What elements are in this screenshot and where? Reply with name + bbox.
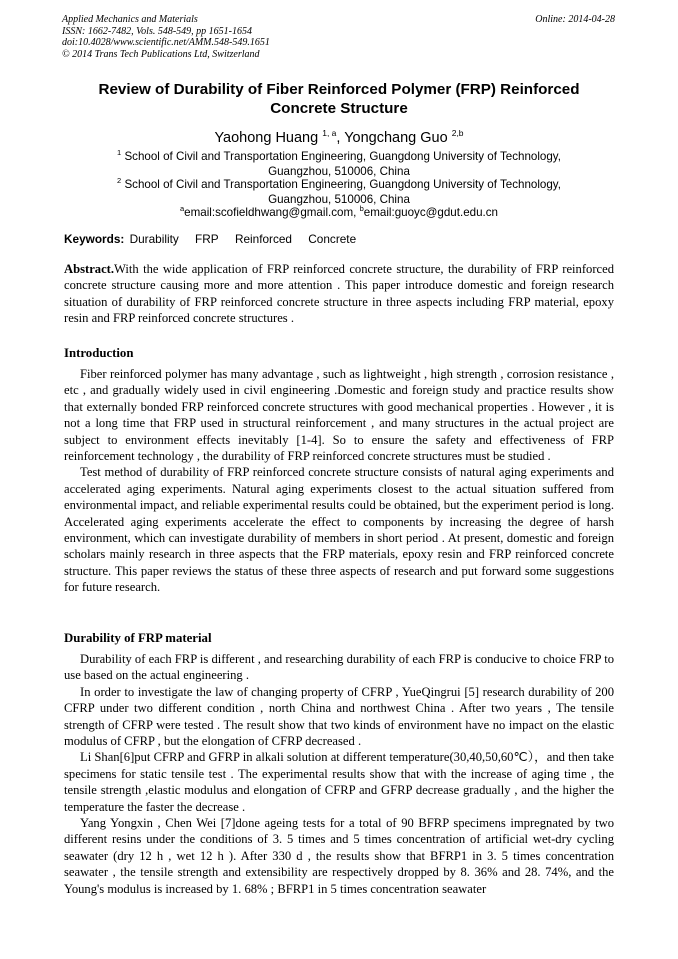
keywords-line <box>64 232 624 247</box>
affiliation-mark: 1 <box>117 148 122 157</box>
paper-title: Review of Durability of Fiber Reinforced Polymer (FRP) Reinforced Concrete Structure <box>98 81 580 117</box>
section-heading-introduction: Introduction <box>64 346 134 360</box>
paragraph: In order to investigate the law of changing property of CFRP , YueQingrui [5] research durability of 200 CFRP under two different condition , north China and northwest China . After two years , The tensile strength of CFRP were tested . The result show that two kinds of environment have no impact on the elastic modulus of CFRP , but the elongation of CFRP decreased . <box>64 684 614 749</box>
affiliation-text: School of Civil and Transportation Engineering, Guangdong University of Technology, <box>124 178 561 191</box>
copyright-line: © 2014 Trans Tech Publications Ltd, Switzerland <box>62 48 260 60</box>
keywords-label: Keywords: <box>64 232 125 246</box>
affiliation-mark: 2 <box>117 176 122 185</box>
paragraph: Fiber reinforced polymer has many advantage , such as lightweight , high strength , corrosion resistance , etc , and gradually widely used in civil engineering .Domestic and foreign study and practice results show that externally bonded FRP reinforced concrete structures with good mechanical properties . However , it is not a long time that FRP used in structural reinforcement , and many structures in the actual project are subject to environment effects inevitably [1-4]. So to ensure the safety and effectiveness of FRP reinforcement technology , the durability of FRP reinforced concrete structures must be studied . <box>64 367 614 464</box>
abstract-text: With the wide application of FRP reinforced concrete structure, the durability of FRP reinforced concrete structure causing more and more attention . This paper introduce domestic and foreign research situation of durability of FRP reinforced concrete structure in three aspects including FRP material, epoxy resin and FRP reinforced concrete structures . <box>64 262 614 326</box>
abstract-label: Abstract. <box>64 262 115 276</box>
author-affiliation-mark: 2,b <box>451 128 464 138</box>
author-name: Yongchang Guo <box>344 130 448 146</box>
email-mark: b <box>359 204 364 213</box>
introduction-body <box>64 366 614 596</box>
affiliation-city: Guangzhou, 510006, China <box>268 165 410 178</box>
author-affiliation-mark: 1, a <box>322 128 337 138</box>
paragraph: Li Shan[6]put CFRP and GFRP in alkali solution at different temperature(30,40,50,60℃），and then take specimens for static tensile test . The experimental results show that with the increase of aging time , the tensile strength ,elastic modulus and elongation of CFRP and GFRP decrease gradually , and the higher the temperature the faster the decrease . <box>64 750 614 814</box>
author-separator: , <box>336 130 345 146</box>
journal-header <box>62 14 615 60</box>
keyword: Durability <box>129 232 179 246</box>
durability-frp-body <box>64 651 614 897</box>
abstract <box>64 261 614 327</box>
affiliation-city: Guangzhou, 510006, China <box>268 193 410 206</box>
issn-line: ISSN: 1662-7482, Vols. 548-549, pp 1651-1654 <box>62 25 252 37</box>
author-name: Yaohong Huang <box>214 130 319 146</box>
online-date: Online: 2014-04-28 <box>535 14 615 25</box>
email-link[interactable]: email:guoyc@gdut.edu.cn <box>363 206 499 219</box>
journal-name: Applied Mechanics and Materials <box>62 14 198 25</box>
keyword: Concrete <box>308 232 357 246</box>
email-mark: a <box>179 204 185 213</box>
section-heading-durability-frp: Durability of FRP material <box>64 631 212 645</box>
paragraph: Yang Yongxin , Chen Wei [7]done ageing tests for a total of 90 BFRP specimens impregnated by two different resins under the conditions of 3. 5 times and 5 times concentration of artificial wet-dry cycling seawater (dry 12 h , wet 12 h ). After 330 d , the results show that BFRP1 in 3. 5 times concentration seawater , the tensile strength and extensibility are respectively dropped by 8. 36% and 28. 74%, and the Young's modulus is increased by 1. 68% ; BFRP1 in 5 times concentration seawater <box>64 816 614 896</box>
paragraph: Durability of each FRP is different , and researching durability of each FRP is conducive to choice FRP to use based on the actual engineering . <box>64 652 614 683</box>
doi-line: doi:10.4028/www.scientific.net/AMM.548-549.1651 <box>62 37 270 48</box>
paragraph: Test method of durability of FRP reinforced concrete structure consists of natural aging experiments and accelerated aging experiments. Natural aging experiments closest to the actual situation suffered from environmental impact, and reliable experimental results could be obtained, but the experiment period is long. Accelerated aging experiments accelerate the effect to components by increasing the degree of harsh environment, which can investigate durability of members in short period . At present, domestic and foreign scholars mainly research in three aspects that the FRP materials, epoxy resin and FRP reinforced concrete structure. This paper reviews the status of these three aspects of research and put forward some suggestions for future research. <box>64 465 614 595</box>
keyword: Reinforced <box>234 232 292 246</box>
email-link[interactable]: email:scofieldhwang@gmail.com, <box>184 206 360 219</box>
author-emails <box>64 201 614 220</box>
author-list <box>64 124 614 147</box>
affiliation-text: School of Civil and Transportation Engineering, Guangdong University of Technology, <box>124 150 561 163</box>
keyword: FRP <box>195 232 219 246</box>
